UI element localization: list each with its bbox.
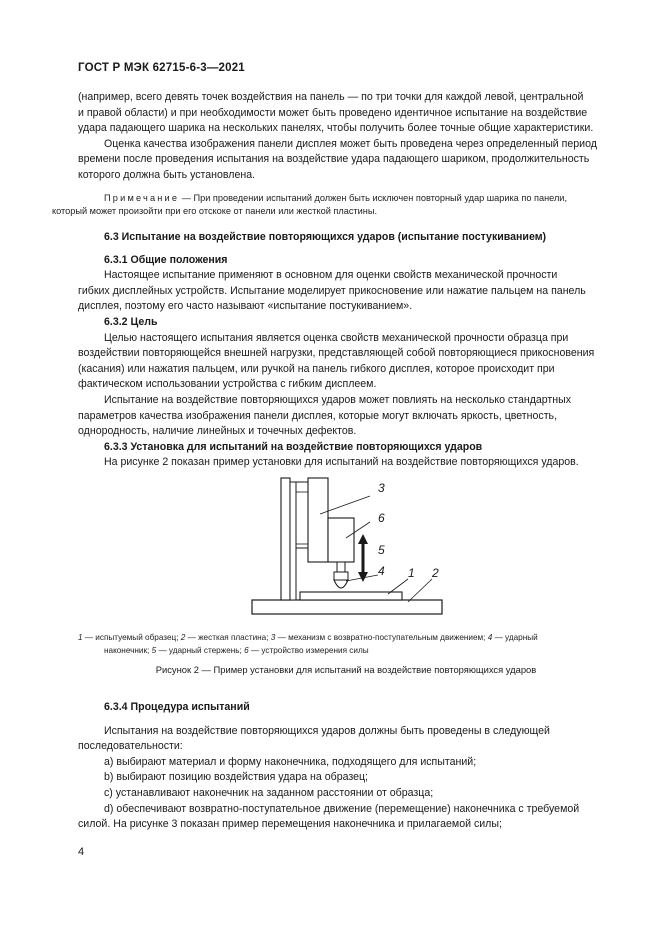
note	[52, 192, 614, 220]
text-line: d) обеспечивают возвратно-поступательное движение (перемещение) наконечника с требуемой	[104, 802, 580, 815]
figure-label-3: 3	[378, 481, 385, 495]
paragraph-6-3-2-a	[78, 331, 614, 393]
text-line: Целью настоящего испытания является оценка свойств механической прочности образца при	[104, 331, 569, 344]
text-line: гибких дисплейных устройств. Испытание моделирует прикосновение или нажатие пальцем на панель	[78, 284, 586, 297]
legend-text: — механизм с возвратно-поступательным движением;	[275, 633, 488, 642]
arrow-up-icon	[358, 534, 368, 544]
note-text: — При проведении испытаний должен быть исключен повторный удар шарика по панели,	[179, 192, 567, 203]
legend-text: — жесткая пластина;	[185, 633, 271, 642]
legend-num: 6	[244, 646, 249, 655]
text-line: Испытание на воздействие повторяющихся ударов может повлиять на несколько стандартных	[104, 393, 572, 406]
page-number: 4	[78, 846, 85, 858]
text-line: (касания) или нажатия пальцем, или ручкой на панель гибкого дисплея, которое происходит при	[78, 362, 555, 375]
legend-num: 3	[270, 633, 276, 642]
section-heading-6-3-4: 6.3.4 Процедура испытаний	[104, 701, 250, 713]
text-line: Оценка качества изображения панели дисплея может быть проведена через определенный период	[104, 137, 597, 150]
paragraph-6-3-1	[78, 268, 614, 315]
text-line: силой. На рисунке 3 показан пример перемещения наконечника и прилагаемой силы;	[78, 818, 502, 831]
legend-text: — испытуемый образец;	[82, 633, 181, 642]
procedure-item-c: c) устанавливают наконечник на заданном расстоянии от образца;	[104, 786, 434, 799]
intro-block	[52, 90, 614, 219]
procedure-item-b: b) выбирают позицию воздействия удара на образец;	[104, 771, 369, 784]
figure-label-2: 2	[432, 566, 439, 580]
text-line: удара падающего шарика на нескольких панелях, чтобы получить более точные общие характеристики.	[78, 122, 594, 135]
figure-legend	[78, 631, 614, 657]
section-6-3-4	[78, 700, 614, 833]
document-header: ГОСТ Р МЭК 62715-6-3—2021	[78, 62, 245, 74]
figure-label-4: 4	[378, 564, 385, 578]
text-line: Настоящее испытание применяют в основном для оценки свойств механической прочности	[104, 269, 558, 282]
legend-num: 5	[151, 646, 157, 655]
impact-rod-shape	[337, 562, 345, 572]
legend-text: наконечник;	[104, 646, 152, 655]
text-line: параметров качества изображения панели дисплея, которые могут включать яркость, цветность,	[78, 409, 558, 422]
section-heading-6-3: 6.3 Испытание на воздействие повторяющихся ударов (испытание постукиванием)	[104, 231, 547, 243]
section-heading-6-3-3: 6.3.3 Установка для испытаний на воздействие повторяющихся ударов	[104, 440, 483, 453]
mechanism-shape	[308, 478, 328, 562]
figure-label-1: 1	[408, 566, 415, 580]
legend-text: — устройство измерения силы	[248, 646, 369, 655]
tip-holder-shape	[334, 572, 348, 580]
procedure-intro	[78, 724, 614, 755]
text-line: и правой области) и при необходимости может быть проведено идентичное испытание на воздействие	[78, 106, 588, 119]
section-heading-6-3-1: 6.3.1 Общие положения	[104, 253, 228, 266]
figure-caption: Рисунок 2 — Пример установки для испытаний на воздействие повторяющихся ударов	[155, 664, 537, 675]
text-line: однородность, наличие линейных и точечных дефектов.	[78, 425, 357, 438]
section-heading-6-3-2: 6.3.2 Цель	[104, 315, 158, 328]
sample-shape	[300, 592, 402, 600]
test-setup-diagram	[240, 470, 450, 622]
force-device-shape	[328, 518, 354, 562]
text-line: дисплея, поэтому его часто называют «испытание постукиванием».	[78, 300, 413, 313]
figure-label-6: 6	[378, 511, 385, 525]
text-line: (например, всего девять точек воздействия на панель — по три точки для каждой левой, центральной	[78, 91, 584, 103]
section-6-3	[78, 230, 614, 471]
impact-tip-shape	[334, 580, 348, 588]
column-rail-shape	[290, 482, 296, 600]
legend-num: 2	[180, 633, 186, 642]
note-text: который может произойти при его отскоке от панели или жесткой пластины.	[52, 206, 377, 217]
continuation-paragraph	[78, 90, 614, 184]
procedure-item-a: a) выбирают материал и форму наконечника, подходящего для испытаний;	[104, 755, 477, 768]
legend-text: — ударный	[492, 633, 538, 642]
text-line: воздействии повторяющейся внешней нагрузки, представляющей собой повторяющиеся прикосновения	[78, 347, 595, 360]
paragraph-6-3-2-b	[78, 393, 614, 440]
figure-label-5: 5	[378, 543, 385, 557]
text-line: последовательности:	[78, 740, 183, 753]
legend-num: 4	[487, 633, 493, 642]
rigid-plate-shape	[252, 600, 442, 614]
legend-text: — ударный стержень;	[156, 646, 245, 655]
text-line: времени после проведения испытания на воздействие удара падающего шариком, продолжительность	[78, 153, 590, 166]
text-line: фактическом использовании устройства с гибким дисплеем.	[78, 378, 377, 391]
note-label: Примечание	[104, 192, 180, 203]
text-line: которого должна быть установлена.	[78, 168, 256, 181]
column-shape	[281, 478, 290, 600]
legend-num: 1	[78, 633, 83, 642]
text-line: Испытания на воздействие повторяющихся ударов должны быть проведены в следующей	[104, 724, 550, 737]
paragraph-6-3-3: На рисунке 2 показан пример установки для испытаний на воздействие повторяющихся ударов.	[104, 456, 579, 469]
figure-2	[240, 470, 450, 627]
procedure-item-d	[78, 802, 614, 833]
